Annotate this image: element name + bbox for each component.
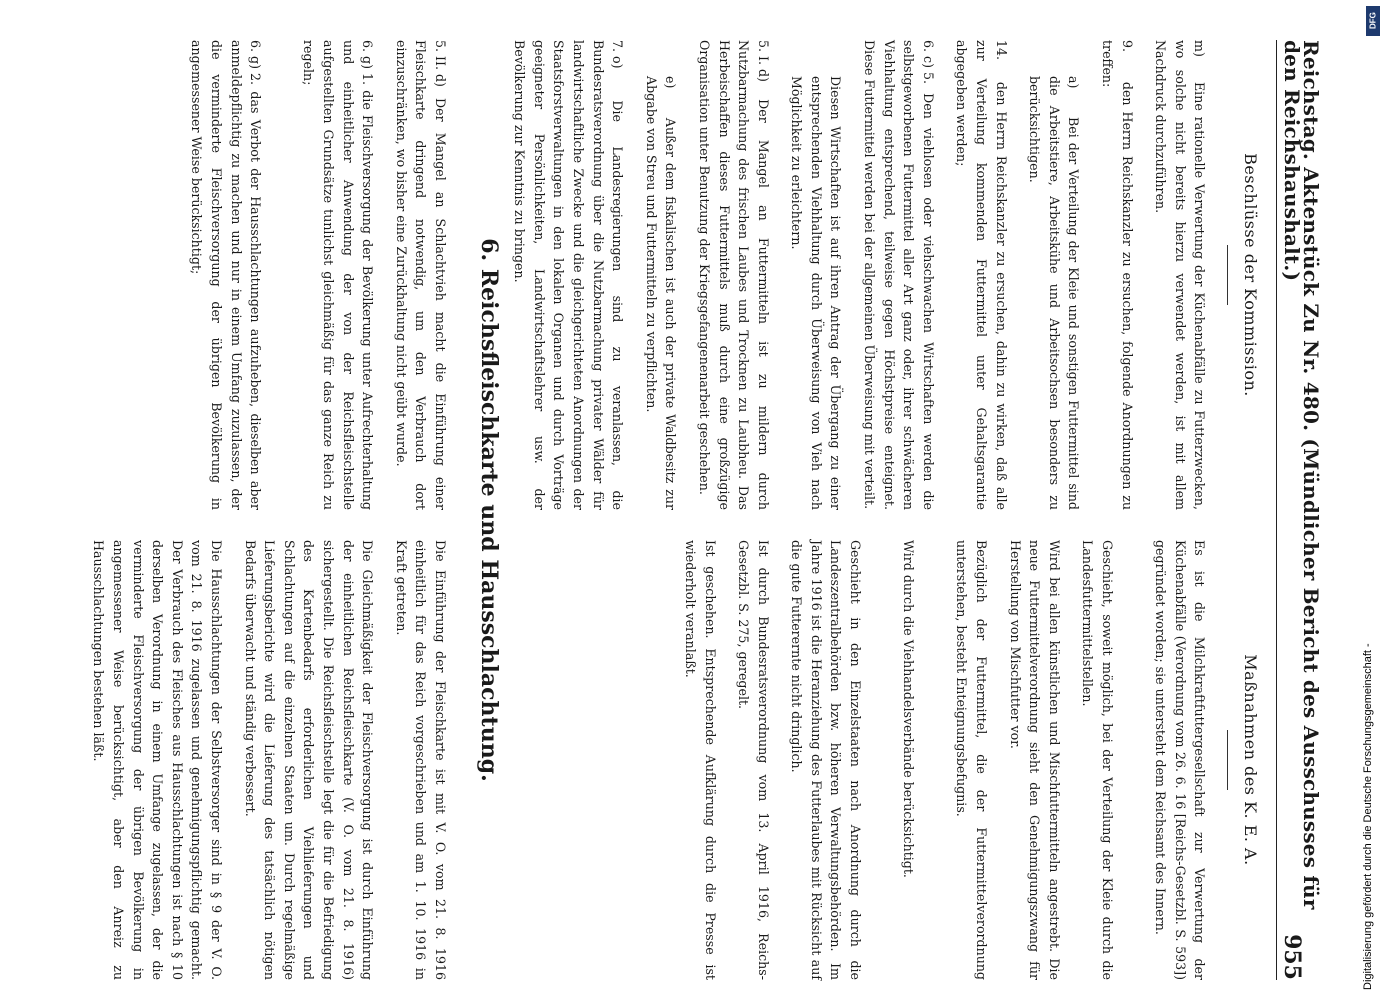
dfg-logo-icon: DFG <box>1366 6 1380 36</box>
section-decision-entry: 6. g) 2. das Verbot der Hausschlachtungen aufzuheben, dieselben aber anmeldepflichtig zu machen und nur in einem Umfang zuzulassen, der die verminderte Fleischversorgung der übrigen Bevölkerung in angemessener Weise berücksichtigt; <box>189 40 264 510</box>
measure-entry: Bezüglich der Futtermittel, die der Futtermittelverordnung unterstehen, besteht Enteignungsbefugnis. <box>954 540 990 980</box>
section-left-column <box>173 40 450 510</box>
measure-entry: Geschieht in den Einzelstaaten nach Anordnung durch die Landeszentralbehörden bzw. höheren Verwaltungsbehörden. Im Jahre 1916 ist die Heranziehung des Futterlaubes mit Rücksicht auf die gute Futterernte nicht dringlich. <box>789 540 864 980</box>
decision-entry: 5. I. d) Der Mangel an Futtermitteln ist zu mildern durch Nutzbarmachung des frischen Laubes und Trocknen zu Laubheu. Das Herbeischaffen dieses Futtermittels muß durch eine großzügige Organisation unter Benutzung der Kriegsgefangenenarbeit geschehen. <box>696 40 771 510</box>
section-decision-entry: 6. g) 1. die Fleischversorgung der Bevölkerung unter Aufrechterhaltung und einheitlicher Anwendung der von der Reichsfleischstelle aufgestellten Grundsätze tunlichst gleichmäßig für das ganze Reich zu regeln; <box>301 40 376 510</box>
section-measure-entry: Die Hausschlachtungen der Selbstversorger sind in § 9 der V. O. vom 21. 8. 1916 zugelassen und genehmigungspflichtig gemacht. Der Verbrauch des Fleisches aus Hausschlachtungen ist nach § 10 derselben Verordnung in einem Umfange zugelassen, der die verminderte Fleischversorgung der übrigen Bevölkerung in angemessener Weise berücksichtigt, aber den Anreiz zu Hausschlachtungen bestehen läßt. <box>91 540 225 980</box>
section-decision-entry: 5. II. d) Der Mangel an Schlachtvieh macht die Einführung einer Fleischkarte dringend notwendig, um den Verbrauch dort einzuschränken, wo bisher eine Zurückhaltung nicht geübt wurde. <box>393 40 448 510</box>
measure-entry: Wird durch die Viehhandelsverbände berücksichtigt. <box>901 540 917 878</box>
commission-decisions-column <box>496 40 1260 510</box>
section-right-column <box>75 540 450 980</box>
decision-entry: m) Eine rationelle Verwertung der Küchenabfälle zu Futterzwecken, wo solche nicht bereits hierzu verwendet werden, ist mit allem Nachdruck durchzuführen. <box>1153 40 1208 510</box>
decision-entry: 7. o) Die Landesregierungen sind zu veranlassen, die Bundesratsverordnung über die Nutzbarmachung privater Wälder für landwirtschaftliche Zwecke und die gleichgerichteten Anordnungen der Staatsforstverwaltungen in den lokalen Organen und durch Vorträge geeigneter Persönlichkeiten, Landwirtschaftslehrer usw. der Bevölkerung zur Kenntnis zu bringen. <box>512 40 626 510</box>
decision-entry: 6. c) 5. Den viehlosen oder viehschwachen Wirtschaften werden die selbstgeworbenen Futtermittel aller Art ganz oder, ihrer schwächeren Viehhaltung entsprechend, teilweise gegen Höchstpreise enteignet. Diese Futtermittel werden bei der allgemeinen Überweisung mit verteilt. <box>862 40 936 510</box>
page-header <box>1276 40 1324 980</box>
right-column-heading: Maßnahmen des K. E. A. <box>1227 540 1260 980</box>
measure-entry: Geschieht, soweit möglich, bei der Verteilung der Kleie durch die Landesfuttermittelstellen. <box>1080 540 1116 980</box>
measure-entry: Ist geschehen. Entsprechende Aufklärung durch die Presse ist wiederholt veranlaßt. <box>682 540 718 980</box>
decision-entry: 9. den Herrn Reichskanzler zu ersuchen, folgende Anordnungen zu treffen: <box>1100 40 1135 510</box>
section-title: 6. Reichsfleischkarte und Hausschlachtung. <box>476 238 502 782</box>
decision-entry: a) Bei der Verteilung der Kleie und sonstigen Futtermittel sind die Arbeitstiere, Arbeitskühe und Arbeitsochsen besonders zu berücksichtigen. <box>1027 76 1082 510</box>
section-measure-entry: Die Gleichmäßigkeit der Fleischversorgung ist durch Einführung der einheitlichen Reichsfleischkarte (V. O. vom 21. 8. 1916) sichergestellt. Die Reichsfleischstelle legt die für die Befriedigung des Kartenbedarfs erforderlichen Viehlieferungen und Schlachtungen auf die einzelnen Staaten um. Durch regelmäßige Lieferungsberichte wird die Lieferung des tatsächlich nötigen Bedarfs überwacht und ständig verbessert. <box>242 540 376 980</box>
page-number: 955 <box>1278 934 1305 980</box>
measure-entry: Wird bei allen künstlichen und Mischfuttermitteln angestrebt. Die neue Futtermittelverordnung sieht den Genehmigungszwang für Herstellung von Mischfutter vor. <box>1007 540 1062 980</box>
header-title: Reichstag. Aktenstück Zu Nr. 480. (Mündlicher Bericht des Ausschusses für den Reichshaushalt.) <box>1279 40 1324 910</box>
decision-entry: Diesen Wirtschaften ist auf ihren Antrag der Übergang zu einer entsprechenden Viehhaltung durch Überweisung von Vieh nach Möglichkeit zu erleichtern. <box>789 76 844 510</box>
credit-text: Digitalisierung gefördert durch die Deutsche Forschungsgemeinschaft - <box>1362 643 1374 990</box>
measures-column <box>666 540 1260 980</box>
measure-entry: Ist durch Bundesratsverordnung vom 13. April 1916, Reichs-Gesetzbl. S. 275, geregelt. <box>736 540 771 980</box>
decision-entry: e) Außer dem fiskalischen ist auch der private Waldbesitz zur Abgabe von Streu und Futtermitteln zu verpflichten. <box>643 76 679 510</box>
left-column-heading: Beschlüsse der Kommission. <box>1227 40 1260 510</box>
section-measure-entry: Die Einführung der Fleischkarte ist mit V. O. vom 21. 8. 1916 einheitlich für das Reich vorgeschrieben und am 1. 10. 1916 in Kraft getreten. <box>393 540 448 980</box>
document-page <box>0 40 1324 980</box>
decision-entry: 14. den Herrn Reichskanzler zu ersuchen, dahin zu wirken, daß alle zur Verteilung kommenden Futtermittel unter Gehaltsgarantie abgegeben werden; <box>954 40 1009 510</box>
measure-entry: Es ist die Milchkraftfuttergesellschaft zur Verwertung der Küchenabfälle (Verordnung vom 26. 6. 16 [Reichs-Gesetzbl. S. 593]) gegründet worden; sie untersteht dem Reichsamt des Innern. <box>1153 540 1208 980</box>
digitization-credit <box>1358 0 1380 1000</box>
